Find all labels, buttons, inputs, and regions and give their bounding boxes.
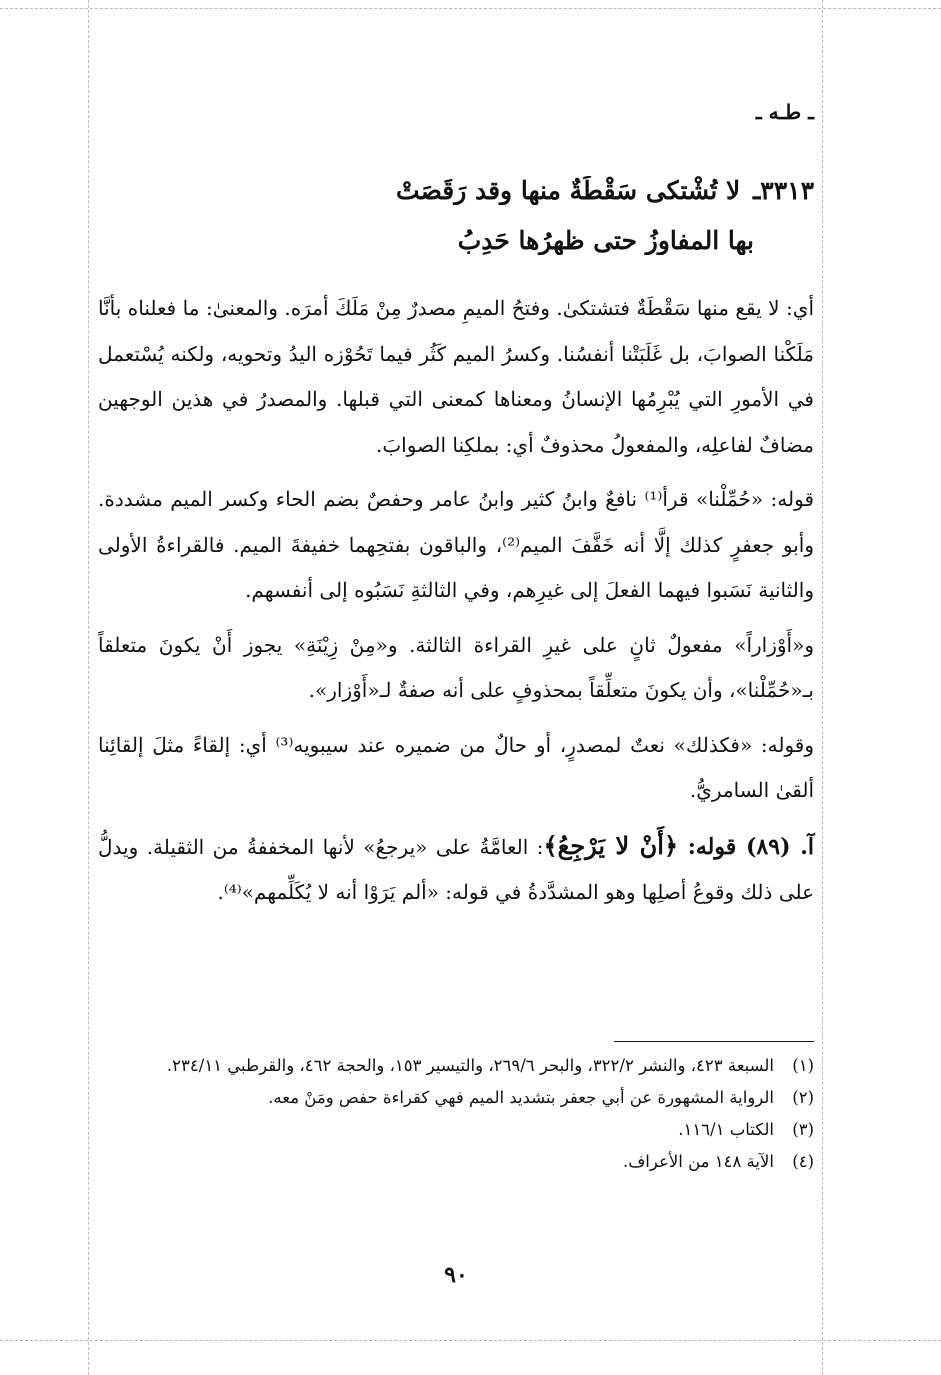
ayah-commentary: : العامَّةُ على «يرجعُ» لأنها المخففةُ من الثقيلة. ويدلُّ على ذلك وقوعُ أصلِها وهو المشدَّدةُ في قوله: «ألم يَرَوْا أنه لا يُكَلِّمهم»⁽⁴⁾. — [98, 834, 814, 904]
footnote-number: (١) — [792, 1056, 814, 1075]
verse-line-1 — [98, 176, 814, 205]
footnote-text: الآية ١٤٨ من الأعراف. — [622, 1152, 774, 1171]
footnote-number: (٣) — [792, 1120, 814, 1139]
page-number: ٩٠ — [444, 1262, 468, 1288]
paragraph: و«أَوْزاراً» مفعولٌ ثانٍ على غيرِ القراءة الثالثة. و«مِنْ زِيْنَةِ» يجوز أَنْ يكونَ متعلقاً بـ«حُمِّلْنا»، وأن يكونَ متعلِّقاً بمحذوفٍ على أنه صفةٌ لـ«أَوْزار». — [98, 632, 814, 702]
footnote-text: السبعة ٤٢٣، والنشر ٣٢٢/٢، والبحر ٢٦٩/٦، والتيسير ١٥٣، والحجة ٤٦٢، والقرطبي ٢٣٤/١١. — [166, 1056, 774, 1075]
quran-quote: ﴿أَنْ لا يَرْجِعُ﴾ — [543, 830, 679, 860]
footnote — [98, 1114, 814, 1146]
paragraph: قوله: «حُمِّلْنا» قرأ⁽¹⁾ نافعٌ وابنُ كثير وابنُ عامر وحفصٌ بضم الحاء وكسر الميم مشددة. وأبو جعفرٍ كذلك إلَّا أنه خَفَّفَ الميم⁽²⁾، والباقون بفتحِهما خفيفةَ الميم. فالقراءةُ الأولى والثانية نَسَبوا فيهما الفعلَ إلى غيرِهم، وفي الثالثةِ نَسَبُوه إلى أنفسهم. — [98, 487, 815, 602]
guide-line — [822, 0, 823, 1375]
verse-hemistich-1: لا تُشْتكى سَقْطَةٌ منها وقد رَقَصَتْ — [396, 176, 741, 205]
footnote-number: (٢) — [792, 1088, 814, 1107]
ayah-label: آ. (٨٩) قوله: — [687, 833, 814, 860]
footnote — [98, 1050, 814, 1082]
footnotes — [98, 1050, 814, 1178]
book-page — [98, 0, 814, 1375]
verse-number: ٣٣١٣ـ — [752, 176, 814, 205]
paragraph: أي: لا يقع منها سَقْطَةٌ فتشتكىٰ. وفتحُ الميمِ مصدرٌ مِنْ مَلَكَ أمرَه. والمعنىٰ: ما فعلناه بأنَّا مَلَكْنا الصوابَ، بل غَلَبَتْنا أنفسُنا. وكسرُ الميم كَثُر فيما تَحُوْزه اليدُ وتحويه، ولكنه يُسْتعمل في الأمورِ التي يُبْرِمُها الإنسانُ ومعناها كمعنى التي قبلها. والمصدرُ في هذين الوجهين مضافٌ لفاعلِه، والمفعولُ محذوفٌ أي: بملكِنا الصوابَ. — [98, 296, 814, 457]
footnote-text: الرواية المشهورة عن أبي جعفر بتشديد الميم فهي كقراءة حفص ومَنْ معه. — [268, 1088, 774, 1107]
verse-hemistich-2: بها المفاوِزُ حتى ظهرُها حَدِبُ — [457, 226, 754, 255]
footnote-text: الكتاب ١١٦/١. — [678, 1120, 774, 1139]
footnote — [98, 1146, 814, 1178]
paragraph-ayah — [98, 823, 814, 916]
guide-line — [88, 0, 89, 1375]
verse-line-2 — [98, 226, 754, 255]
footnote-number: (٤) — [792, 1152, 814, 1171]
main-text — [98, 286, 814, 925]
footnote — [98, 1082, 814, 1114]
paragraph: وقوله: «فكذلك» نعتٌ لمصدرٍ، أو حالٌ من ضميره عند سيبويه⁽³⁾ أي: إلقاءً مثلَ إلقائِنا ألقىٰ السامريُّ. — [98, 732, 814, 802]
running-header: ـ طـه ـ — [755, 100, 814, 124]
footnote-separator — [614, 1041, 814, 1042]
